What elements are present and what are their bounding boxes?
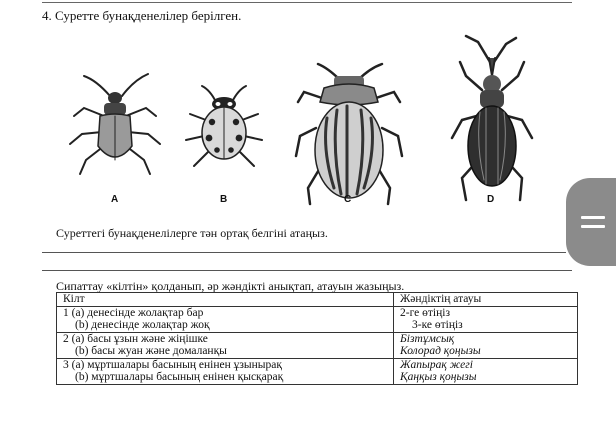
answer-line-2 [42, 270, 572, 271]
table-row [57, 332, 578, 345]
key-option-b: (b) мұртшалары басының енінен қысқарақ [75, 371, 284, 383]
table-row [57, 358, 578, 371]
table-header-row [57, 293, 578, 307]
result-a: Бізтұмсық [400, 332, 455, 345]
leaf-beetle-icon [70, 74, 160, 174]
answer-line-1 [42, 252, 566, 253]
bug-label-a: A [111, 194, 119, 205]
identification-key-table [56, 292, 578, 385]
weevil-icon [452, 36, 532, 200]
question-text: Суреттегі бунақденелілерге тән ортақ белгіні атаңыз. [56, 226, 328, 240]
top-rule [42, 2, 572, 3]
key-option-a: (a) денесінде жолақтар бар [71, 306, 204, 319]
result-a: Жапырақ жегі [400, 358, 473, 371]
key-option-b: (b) басы жуан және домаланқы [75, 345, 227, 357]
bug-label-d: D [487, 194, 495, 205]
bug-label-c: C [344, 194, 352, 205]
key-option-b: (b) денесінде жолақтар жоқ [75, 319, 210, 331]
key-option-a: (a) басы ұзын және жіңішке [71, 332, 208, 345]
result-a: 2-ге өтіңіз [400, 306, 450, 319]
instruction-text: Сипаттау «кілтін» қолданып, әр жәндікті анықтап, атауын жазыңыз. [56, 279, 405, 293]
side-menu-button[interactable] [566, 178, 616, 266]
beetle-illustrations [0, 28, 616, 218]
ladybug-icon [186, 86, 262, 166]
result-b: 3-ке өтіңіз [412, 319, 463, 331]
row-number: 2 [63, 332, 69, 345]
table-row [57, 345, 578, 358]
row-number: 1 [63, 306, 69, 319]
colorado-beetle-icon [296, 64, 402, 204]
task-title: 4. Суретте бунақденелілер берілген. [42, 8, 242, 23]
header-key: Кілт [57, 293, 394, 307]
menu-bar-icon [581, 216, 605, 219]
key-option-a: (a) мұртшалары басының енінен ұзынырақ [71, 358, 282, 371]
menu-bar-icon [581, 225, 605, 228]
row-number: 3 [63, 358, 69, 371]
result-b: Колорад қоңызы [400, 345, 481, 357]
table-row [57, 306, 578, 319]
result-b: Қаңқыз қоңызы [400, 371, 477, 383]
bug-label-b: B [220, 194, 228, 205]
table-row [57, 371, 578, 384]
table-row [57, 319, 578, 332]
header-insect-name: Жәндіктің атауы [394, 293, 578, 307]
